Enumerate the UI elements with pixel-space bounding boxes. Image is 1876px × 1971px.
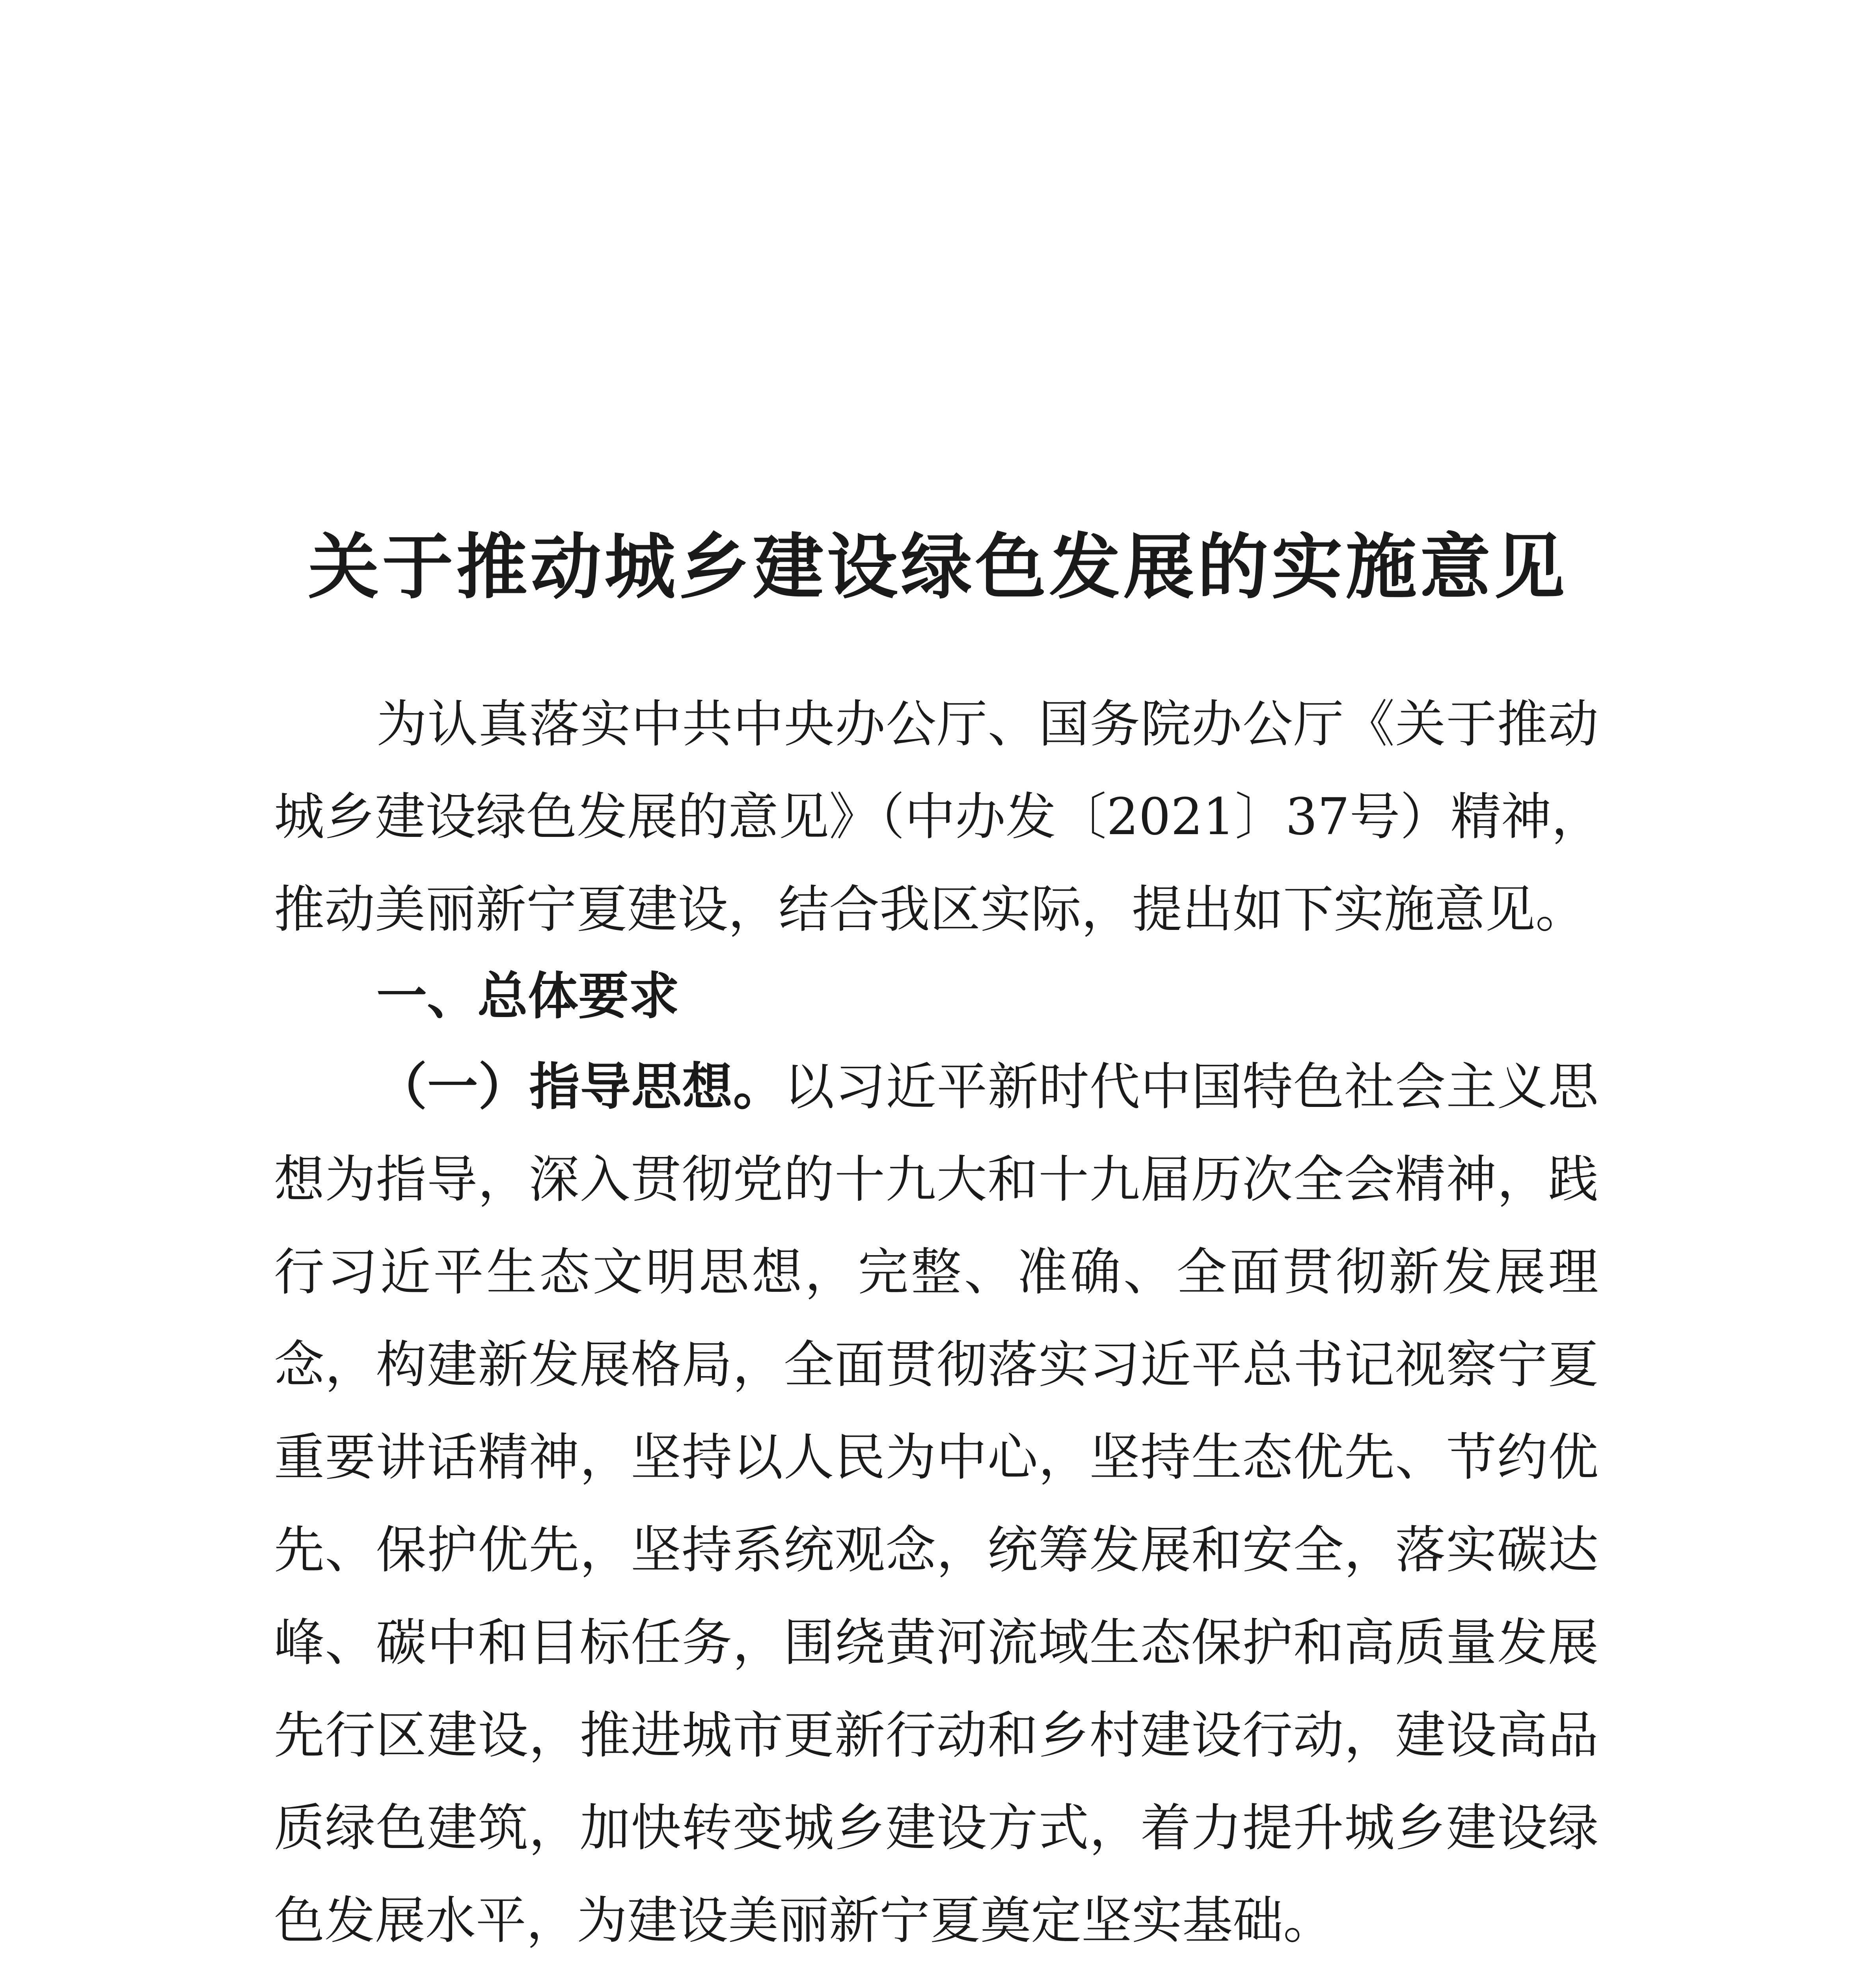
part1-last-line: 色发展水平，为建设美丽新宁夏奠定坚实基础。 [274,1891,1334,1950]
part1-line: 先、保护优先，坚持系统观念，统筹发展和安全，落实碳达 [274,1521,1598,1580]
page-title: 关于推动城乡建设绿色发展的实施意见 [308,526,1568,609]
part1-line: 重要讲话精神，坚持以人民为中心，坚持生态优先、节约优 [274,1428,1598,1487]
part1-first-line [376,1041,1598,1133]
part1-line: 念，构建新发展格局，全面贯彻落实习近平总书记视察宁夏 [274,1336,1598,1394]
section-heading: 一、总体要求 [376,967,680,1026]
part2-first-line [376,1967,1598,1971]
part1-line: 想为指导，深入贯彻党的十九大和十九届历次全会精神，践 [274,1150,1598,1209]
part1-line: 先行区建设，推进城市更新行动和乡村建设行动，建设高品 [274,1706,1598,1765]
part1-line: 质绿色建筑，加快转变城乡建设方式，着力提升城乡建设绿 [274,1799,1598,1857]
intro-line-2: 城乡建设绿色发展的意见》（中办发〔2021〕37号）精神， [274,788,1602,846]
intro-line-3: 推动美丽新宁夏建设，结合我区实际，提出如下实施意见。 [274,880,1586,939]
part1-line: 行习近平生态文明思想，完整、准确、全面贯彻新发展理 [274,1243,1598,1302]
part1-line: 峰、碳中和目标任务，围绕黄河流域生态保护和高质量发展 [274,1613,1598,1672]
intro-line-1: 为认真落实中共中央办公厅、国务院办公厅《关于推动 [376,695,1598,754]
part1-lead: （一）指导思想。 [376,1058,784,1116]
part1-first-line-rest: 以习近平新时代中国特色社会主义思 [784,1058,1598,1116]
